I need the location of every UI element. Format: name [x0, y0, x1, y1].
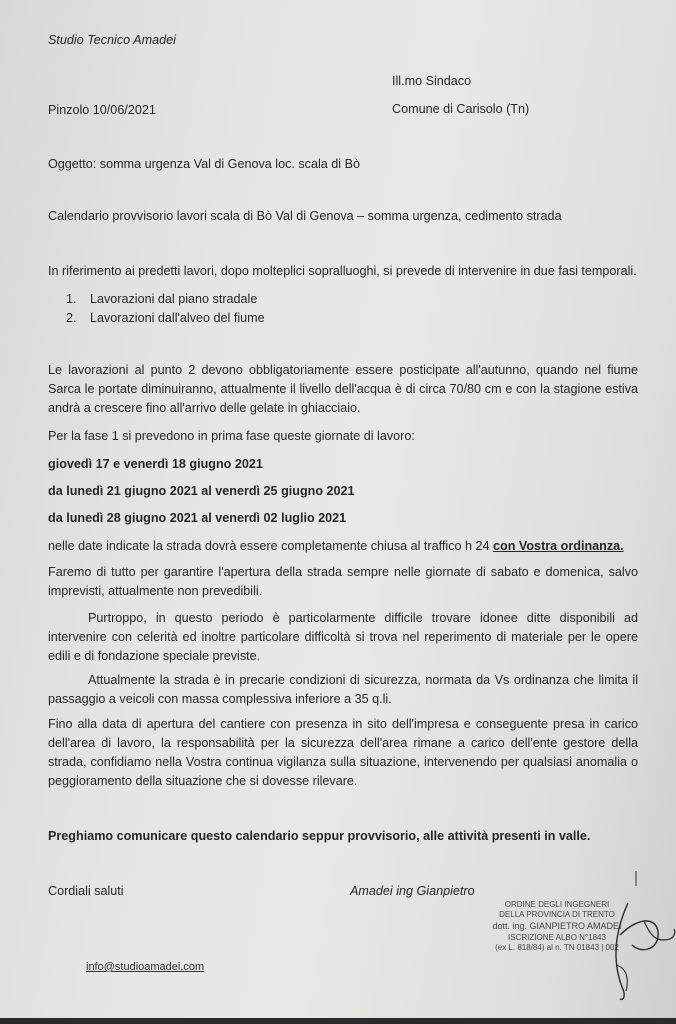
work-date-2: da lunedì 21 giugno 2021 al venerdì 25 giugno 2021: [48, 484, 355, 498]
list-item: [66, 290, 265, 309]
work-date-3: da lunedì 28 giugno 2021 al venerdì 02 luglio 2021: [48, 511, 347, 525]
stamp-line-2: DELLA PROVINCIA DI TRENTO: [499, 910, 615, 919]
stamp-law: (ex L. 818/84) al n. TN 01843 | 002: [495, 943, 619, 952]
list-item: [66, 309, 265, 328]
pen-mark-icon: [633, 870, 639, 888]
list-item-number: 2.: [66, 311, 77, 325]
recipient-office: Comune di Carisolo (Tn): [392, 102, 530, 116]
paragraph-responsibility: Fino alla data di apertura del cantiere con presenza in sito dell'impresa e conseguente presa in carico dell'area di lavoro, la responsabilità per la sicurezza dell'area rimane a carico dell'ente gestore della strada, confidiamo nella Vostra continua vigilanza sulla situazione, intervenendo per qualsiasi anomalia o peggioramento della situazione che si dovesse rilevare.: [48, 717, 638, 788]
list-item-number: 1.: [66, 292, 77, 306]
studio-name: Studio Tecnico Amadei: [48, 33, 176, 47]
closing-greeting: Cordiali saluti: [48, 884, 124, 898]
page-edge: [0, 1018, 676, 1024]
paragraph-postpone: Le lavorazioni al punto 2 devono obbligatoriamente essere posticipate all'autunno, quando nel fiume Sarca le portate diminuiranno, attualmente il livello dell'acqua è di circa 70/80 cm e con la stagione estiva andrà a crescere fino all'arrivo delle gelate in ghiacciaio.: [48, 363, 638, 415]
work-date-1: giovedì 17 e venerdì 18 giugno 2021: [48, 457, 263, 471]
signer-name: Amadei ing Gianpietro: [350, 884, 475, 898]
paragraph-safety: Attualmente la strada è in precarie condizioni di sicurezza, normata da Vs ordinanza che limita il passaggio a veicoli con massa complessiva inferiore a 35 q.li.: [48, 673, 638, 706]
calendar-title: Calendario provvisorio lavori scala di Bò Val di Genova – somma urgenza, cedimento strada: [48, 209, 562, 223]
stamp-registration: ISCRIZIONE ALBO N°1843: [508, 933, 606, 942]
paragraph-closure: [48, 537, 638, 556]
recipient-title: Ill.mo Sindaco: [392, 74, 472, 88]
place-date: Pinzolo 10/06/2021: [48, 103, 156, 117]
closure-text: nelle date indicate la strada dovrà essere completamente chiusa al traffico h 24: [48, 539, 494, 553]
stamp-name: dott. ing. GIANPIETRO AMADEI: [492, 921, 622, 931]
phase-list: [66, 290, 265, 328]
closure-emphasis: con Vostra ordinanza.: [493, 539, 624, 553]
paragraph-weekend: Faremo di tutto per garantire l'apertura della strada sempre nelle giornate di sabato e domenica, salvo imprevisti, attualmente non prevedibili.: [48, 565, 638, 598]
paragraph-difficulty: Purtroppo, in questo periodo è particolarmente difficile trovare idonee ditte disponibili ad intervenire con celerità ed inoltre particolare difficoltà si trova nel reperimento di materiale per le opere edili e di fondazione speciale previste.: [48, 611, 638, 663]
list-item-label: Lavorazioni dall'alveo del fiume: [90, 311, 265, 325]
paragraph-request: Preghiamo comunicare questo calendario seppur provvisorio, alle attività presenti in valle.: [48, 829, 591, 843]
stamp-line-1: ORDINE DEGLI INGEGNERI: [504, 900, 610, 909]
paragraph-phase1-intro: Per la fase 1 si prevedono in prima fase queste giornate di lavoro:: [48, 429, 415, 443]
subject-line: Oggetto: somma urgenza Val di Genova loc. scala di Bò: [48, 157, 360, 171]
list-item-label: Lavorazioni dal piano stradale: [90, 292, 258, 306]
email-link[interactable]: info@studioamadei.com: [86, 961, 205, 973]
handwritten-signature-icon: [600, 895, 676, 1005]
intro-paragraph: In riferimento ai predetti lavori, dopo molteplici sopralluoghi, si prevede di intervenire in due fasi temporali.: [48, 264, 637, 278]
